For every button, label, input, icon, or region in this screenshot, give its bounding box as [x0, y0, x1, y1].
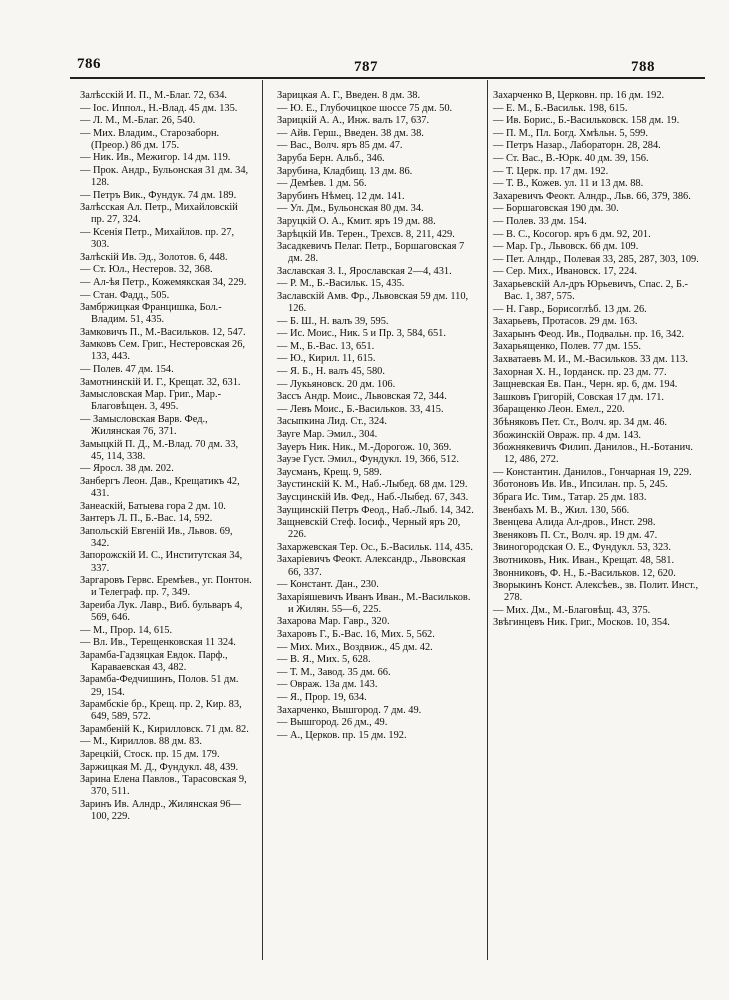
directory-entry: Зантеръ Л. П., Б.-Вас. 14, 592. [80, 513, 213, 525]
directory-entry: Зарамба-Федчишинъ, Полов. 51 дм. 29, 154. [80, 674, 239, 698]
directory-entry: — В. Я., Мих. 5, 628. [277, 654, 371, 666]
directory-entry: — Мих. Владим., Старозаборн. (Преор.) 86 дм. 175. [80, 127, 220, 151]
directory-entry: Захарченко, Вышгород. 7 дм. 49. [277, 704, 422, 716]
directory-entry: Зарамбскіе бр., Крещ. пр. 2, Кир. 83, 649, 589, 572. [80, 699, 242, 723]
directory-entry: Занеаскій, Батыева гора 2 дм. 10. [80, 500, 226, 512]
directory-entry: — Ю. Е., Глубочицкое шоссе 75 дм. 50. [277, 102, 453, 114]
directory-entry: Зарамба-Гадзяцкая Евдок. Парф., Караваевская 43, 482. [80, 649, 228, 673]
page-number-center: 787 [354, 59, 378, 75]
directory-entry: Захаріяшевичъ Иванъ Иван., М.-Васильков. и Жилян. 55—6, 225. [277, 591, 471, 615]
directory-entry: Замбржицкая Францишка, Бол.-Владим. 51, 435. [80, 302, 222, 326]
directory-entry: — Л. М., М.-Благ. 26, 540. [80, 115, 196, 127]
directory-entry: Зауэе Густ. Эмил., Фундукл. 19, 366, 512. [277, 454, 459, 466]
directory-entry: — Вышгород. 26 дм., 49. [277, 717, 388, 729]
directory-entry: Зашковъ Григорій, Совская 17 дм. 171. [493, 391, 664, 403]
directory-entry: Зарѣцкій Ив. Терен., Трехсв. 8, 211, 429. [277, 228, 455, 240]
page-number-left: 786 [77, 56, 101, 72]
directory-entry: — Петръ Вик., Фундук. 74 дм. 189. [80, 189, 237, 201]
column-divider-1 [262, 80, 263, 960]
directory-entry: Захватаевъ М. И., М.-Васильков. 33 дм. 113. [493, 353, 688, 365]
directory-entry: Зареиба Лук. Лавр., Виб. бульваръ 4, 569, 646. [80, 599, 243, 623]
directory-entry: Звенцева Алида Ал-дров., Инст. 298. [493, 517, 656, 529]
directory-entry: Заустинскій К. М., Наб.-Лыбед. 68 дм. 129. [277, 479, 468, 491]
directory-entry: — Мар. Гр., Львовск. 66 дм. 109. [493, 241, 639, 253]
directory-column-1 [80, 90, 252, 824]
directory-entry: — Мих. Дм., М.-Благовѣщ. 43, 375. [493, 604, 651, 616]
directory-entry: Замысловская Мар. Григ., Мар.-Благовѣщен. 3, 495. [80, 389, 222, 413]
directory-entry: Заусманъ, Крещ. 9, 589. [277, 466, 382, 478]
directory-entry: Замотнинскій И. Г., Крещат. 32, 631. [80, 376, 241, 388]
directory-entry: Залѣскій Ив. Эд., Золотов. 6, 448. [80, 251, 228, 263]
directory-entry: — В. С., Косогор. яръ 6 дм. 92, 201. [493, 228, 651, 240]
directory-entry: Звеняковъ П. Ст., Волч. яр. 19 дм. 47. [493, 529, 658, 541]
directory-entry: Зарубина, Кладбищ. 13 дм. 86. [277, 165, 413, 177]
directory-entry: — Левъ Моис., Б.-Васильков. 33, 415. [277, 403, 444, 415]
directory-entry: Звотниковъ, Ник. Иван., Крещат. 48, 581. [493, 554, 675, 566]
directory-entry: Звенбахъ М. В., Жил. 130, 566. [493, 504, 630, 516]
directory-entry: Захарынъ Феод. Ив., Подвальн. пр. 16, 342. [493, 328, 685, 340]
directory-entry: Заргаровъ Гервс. Еремѣев., уг. Понтон. и Телеграф. пр. 7, 349. [80, 575, 252, 599]
directory-column-2 [277, 90, 475, 742]
directory-entry: Захарченко В, Церковн. пр. 16 дм. 192. [493, 90, 665, 101]
directory-entry: Зарицкій А. А., Инж. валъ 17, 637. [277, 115, 430, 127]
directory-entry: — Боршаговская 190 дм. 30. [493, 203, 619, 215]
directory-entry: Защневская Ев. Пан., Черн. яр. 6, дм. 194. [493, 379, 678, 391]
directory-entry: Зарина Елена Павлов., Тарасовская 9, 370, 511. [80, 774, 247, 798]
directory-entry: — Полев. 47 дм. 154. [80, 364, 174, 376]
directory-entry: — Петръ Назар., Лабораторн. 28, 284. [493, 140, 661, 152]
directory-column-3 [493, 90, 705, 630]
directory-entry: — Н. Гавр., Борисоглѣб. 13 дм. 26. [493, 303, 647, 315]
directory-entry: Захорная Х. Н., Іорданск. пр. 23 дм. 77. [493, 366, 667, 378]
directory-entry: — Овраж. 13а дм. 143. [277, 679, 378, 691]
directory-entry: — Пет. Алндр., Полевая 33, 285, 287, 303, 109. [493, 253, 699, 265]
directory-entry: — А., Церков. пр. 15 дм. 192. [277, 729, 407, 741]
directory-entry: — Т. Церк. пр. 17 дм. 192. [493, 165, 609, 177]
directory-entry: Запольскій Евгеній Ив., Львов. 69, 342. [80, 525, 233, 549]
directory-entry: — М., Кириллов. 88 дм. 83. [80, 736, 202, 748]
directory-entry: — Ю., Кирил. 11, 615. [277, 353, 376, 365]
directory-entry: Збаращенко Леон. Емел., 220. [493, 404, 625, 416]
directory-entry: Заславскій Амв. Фр., Львовская 59 дм. 110, 126. [277, 291, 469, 315]
directory-entry: — Ник. Ив., Межигор. 14 дм. 119. [80, 152, 231, 164]
directory-entry: — Ксенія Петр., Михайлов. пр. 27, 303. [80, 227, 235, 251]
directory-entry: — Т. М., Завод. 35 дм. 66. [277, 666, 391, 678]
directory-entry: — Демѣев. 1 дм. 56. [277, 178, 367, 190]
directory-entry: — Іос. Иппол., Н.-Влад. 45 дм. 135. [80, 102, 238, 114]
directory-entry: Захаревичъ Феокт. Алндр., Льв. 66, 379, 386. [493, 190, 691, 202]
directory-entry: — Айв. Герш., Введен. 38 дм. 38. [277, 127, 424, 139]
directory-entry: — Вл. Ив., Терещенковская 11 324. [80, 637, 236, 649]
directory-entry: — М., Прор. 14, 615. [80, 624, 173, 636]
directory-entry: Зворыкинъ Конст. Алексѣев., зв. Полит. Инст., 278. [493, 580, 699, 604]
directory-entry: Зарецкій, Стоск. пр. 15 дм. 179. [80, 748, 220, 760]
directory-entry: — Ис. Моис., Ник. 5 и Пр. 3, 584, 651. [277, 328, 446, 340]
directory-entry: Засыпкина Лид. Ст., 324. [277, 416, 387, 428]
page-number-right: 788 [631, 59, 655, 75]
directory-entry: Зауге Мар. Эмил., 304. [277, 429, 378, 441]
directory-entry: Захаріевичъ Феокт. Александр., Львовская 66, 337. [277, 554, 466, 578]
directory-entry: Збожнякевичъ Филип. Данилов., Н.-Ботанич. 12, 486, 272. [493, 442, 693, 466]
directory-entry: Замыцкій П. Д., М.-Влад. 70 дм. 33, 45, 114, 338. [80, 438, 239, 462]
directory-entry: — Стан. Фадд., 505. [80, 289, 170, 301]
directory-entry: — Лукьяновск. 20 дм. 106. [277, 378, 396, 390]
directory-entry: Запорожскій И. С., Институтская 34, 337. [80, 550, 243, 574]
directory-entry: Зарубинъ Нѣмец. 12 дм. 141. [277, 190, 405, 202]
directory-entry: Защневскій Стеф. Іосиф., Черный яръ 20, 226. [277, 517, 461, 541]
directory-entry: Збѣняковъ Пет. Ст., Волч. яр. 34 дм. 46. [493, 416, 668, 428]
directory-entry: Замковъ Сем. Григ., Нестеровская 26, 133, 443. [80, 339, 246, 363]
directory-entry: Заусцинскій Ив. Фед., Наб.-Лыбед. 67, 343. [277, 492, 469, 503]
directory-entry: Звѣгинцевъ Ник. Григ., Москов. 10, 354. [493, 617, 670, 629]
directory-entry: Засадкевичъ Пелаг. Петр., Боршаговская 7 дм. 28. [277, 241, 465, 265]
directory-entry: — Прок. Андр., Бульонская 31 дм. 34, 128. [80, 165, 249, 189]
directory-entry: Заруцкій О. А., Кмит. яръ 19 дм. 88. [277, 215, 436, 227]
directory-entry: — Замысловская Варв. Фед., Жилянская 76, 371. [80, 413, 208, 438]
directory-entry: — Яросл. 38 дм. 202. [80, 463, 174, 475]
directory-entry: Залѣсская Ал. Петр., Михайловскій пр. 27, 324. [80, 202, 238, 226]
directory-entry: — Ст. Вас., В.-Юрк. 40 дм. 39, 156. [493, 152, 649, 164]
directory-entry: — Ив. Борис., Б.-Васильковск. 158 дм. 19. [493, 115, 680, 127]
directory-entry: — Б. Ш., Н. валъ 39, 595. [277, 315, 389, 327]
directory-entry: Заруба Берн. Альб., 346. [277, 152, 385, 164]
directory-entry: Зарицкая А. Г., Введен. 8 дм. 38. [277, 90, 421, 101]
directory-entry: — Ст. Юл., Нестеров. 32, 368. [80, 264, 213, 276]
directory-entry: Залѣсскій И. П., М.-Благ. 72, 634. [80, 90, 228, 101]
directory-entry: — Я. Б., Н. валъ 45, 580. [277, 366, 385, 378]
directory-entry: — Констант. Дан., 230. [277, 579, 379, 591]
directory-entry: — Константин. Данилов., Гончарная 19, 229. [493, 466, 692, 478]
directory-entry: Збожинскій Овраж. пр. 4 дм. 143. [493, 429, 642, 441]
directory-entry: Замковичъ П., М.-Васильков. 12, 547. [80, 326, 246, 338]
directory-entry: Звиногородская О. Е., Фундукл. 53, 323. [493, 542, 671, 554]
directory-entry: — Полев. 33 дм. 154. [493, 215, 587, 227]
directory-entry: Заринъ Ив. Алндр., Жилянская 96—100, 229. [80, 798, 241, 822]
directory-entry: — Е. М., Б.-Васильк. 198, 615. [493, 102, 628, 114]
directory-entry: — М., Б.-Вас. 13, 651. [277, 340, 375, 352]
directory-entry: Захарьевскій Ал-дръ Юрьевичъ, Спас. 2, Б.-Вас. 1, 387, 575. [493, 278, 688, 302]
directory-entry: Звонниковъ, Ф. Н., Б.-Васильков. 12, 620. [493, 567, 676, 579]
header-rule [70, 77, 705, 79]
directory-entry: Захаржевская Тер. Ос., Б.-Васильк. 114, 435. [277, 541, 474, 553]
directory-entry: Захарьященко, Полев. 77 дм. 155. [493, 341, 641, 353]
directory-entry: Зассъ Андр. Моис., Львовская 72, 344. [277, 391, 447, 403]
directory-entry: — Я., Прор. 19, 634. [277, 692, 367, 703]
directory-entry: Зарамбеній К., Кирилловск. 71 дм. 82. [80, 723, 249, 735]
directory-entry: Захарова Мар. Гавр., 320. [277, 616, 390, 628]
directory-entry: — Т. В., Кожев. ул. 11 и 13 дм. 88. [493, 178, 644, 190]
directory-entry: — Сер. Мих., Ивановск. 17, 224. [493, 266, 637, 278]
directory-entry: Занбергъ Леон. Дав., Крещатикъ 42, 431. [80, 475, 240, 499]
directory-entry: Заславская З. І., Ярославская 2—4, 431. [277, 265, 452, 277]
directory-entry: Заржицкая М. Д., Фундукл. 48, 439. [80, 761, 239, 773]
directory-entry: — Мих. Мих., Воздвиж., 45 дм. 42. [277, 641, 433, 653]
column-divider-2 [487, 80, 488, 960]
directory-entry: Захаровъ Г., Б.-Вас. 16, Мих. 5, 562. [277, 629, 435, 641]
directory-entry: — Ул. Дм., Бульонская 80 дм. 34. [277, 203, 424, 215]
directory-entry: Захарьевъ, Протасов. 29 дм. 163. [493, 316, 638, 328]
directory-entry: — П. М., Пл. Богд. Хмѣльн. 5, 599. [493, 127, 648, 139]
directory-entry: Зауеръ Ник. Ник., М.-Дорогож. 10, 369. [277, 441, 452, 453]
directory-entry: Заущинскій Петръ Феод., Наб.-Лыб. 14, 342. [277, 504, 474, 516]
directory-entry: — Р. М., Б.-Васильк. 15, 435. [277, 278, 405, 290]
page-header [0, 0, 729, 75]
directory-entry: Зботоновъ Ив. Ив., Ипсилан. пр. 5, 245. [493, 479, 668, 491]
directory-entry: Збрага Ис. Тим., Татар. 25 дм. 183. [493, 492, 647, 503]
directory-entry: — Ал-ѣя Петр., Кожемякская 34, 229. [80, 276, 247, 288]
directory-entry: — Вас., Волч. яръ 85 дм. 47. [277, 140, 403, 152]
